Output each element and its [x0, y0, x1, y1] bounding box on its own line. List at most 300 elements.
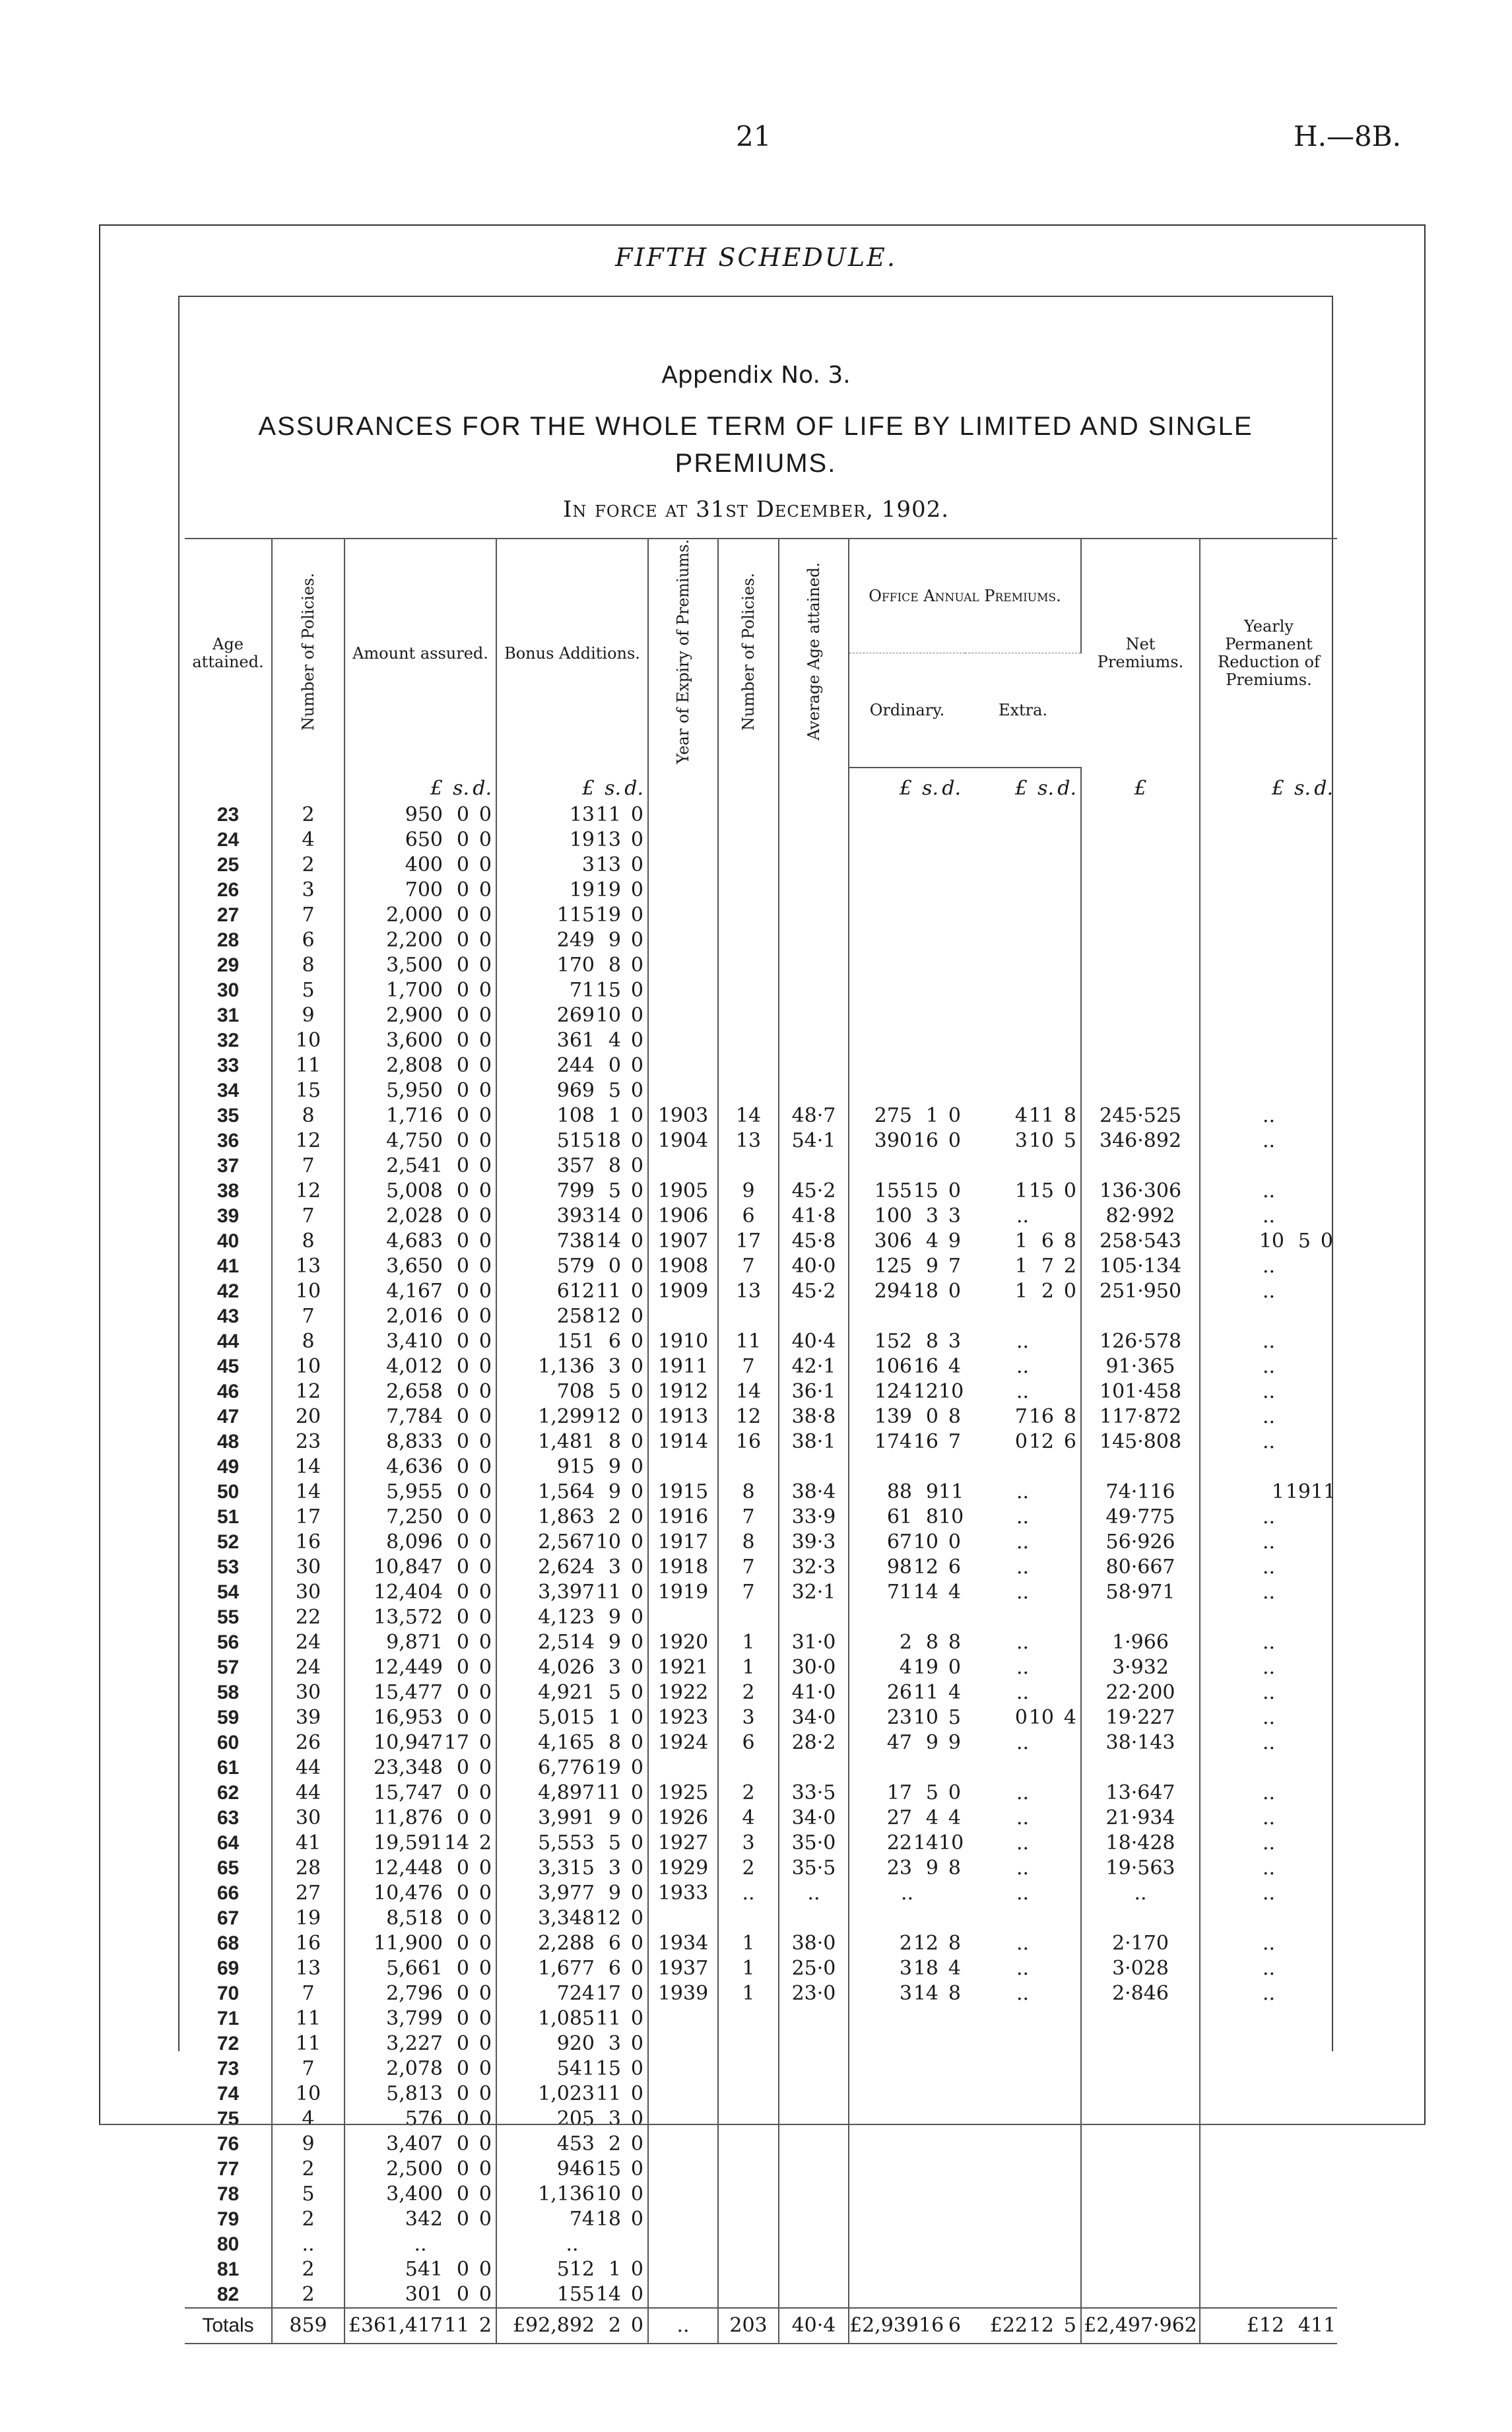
- ordinary-cell: [849, 1806, 965, 1831]
- amount-pence: 0: [478, 2057, 492, 2081]
- expiry-year-cell: [648, 1154, 718, 1179]
- amount-pounds: 400: [405, 853, 443, 877]
- amount-cell: [345, 1354, 496, 1379]
- bonus-pounds: 1,481: [538, 1430, 595, 1454]
- bonus-shillings: 11: [595, 1781, 621, 1805]
- amount-pence: 2: [478, 1831, 492, 1855]
- yearly-cell: [1200, 2056, 1337, 2082]
- amount-pounds: 4,012: [386, 1355, 443, 1379]
- policies-2-cell: [718, 803, 779, 828]
- bonus-cell: [496, 1455, 648, 1480]
- average-age-cell: [779, 2182, 849, 2207]
- unit-pound: £: [581, 777, 595, 801]
- policies-cell: 14: [272, 1455, 345, 1480]
- amount-shillings: 0: [456, 1480, 469, 1504]
- yearly-cell: [1200, 1003, 1337, 1028]
- ordinary-pounds: 275: [874, 1104, 912, 1128]
- yearly-cell: ..: [1262, 1505, 1276, 1529]
- table-row: [185, 1003, 1337, 1028]
- amount-pence: 0: [478, 1957, 492, 1981]
- expiry-year-cell: [648, 2182, 718, 2207]
- ordinary-cell: [849, 1680, 965, 1705]
- policies-2-cell: 1: [718, 1655, 779, 1680]
- bonus-shillings: 6: [608, 1957, 621, 1981]
- bonus-pounds: 1,136: [538, 2183, 595, 2206]
- bonus-pence: 0: [630, 1957, 643, 1981]
- policies-2-cell: 7: [718, 1254, 779, 1279]
- amount-shillings: 17: [444, 1731, 469, 1755]
- amount-pence: 0: [478, 904, 492, 927]
- amount-pounds: 3,799: [386, 2007, 443, 2031]
- amount-pence: 0: [478, 1230, 492, 1253]
- amount-shillings: 0: [456, 1606, 469, 1629]
- age-cell: 48: [185, 1430, 272, 1455]
- extra-cell: ..: [965, 1730, 1081, 1756]
- amount-shillings: 0: [456, 1154, 469, 1178]
- bonus-pounds: 541: [556, 2057, 595, 2081]
- amount-cell: [345, 1605, 496, 1630]
- average-age-cell: 35·5: [779, 1856, 849, 1881]
- bonus-shillings: 5: [608, 1179, 621, 1203]
- policies-2-cell: [718, 1154, 779, 1179]
- bonus-pence: 0: [630, 1656, 643, 1680]
- extra-pounds: 0: [1014, 1706, 1028, 1730]
- amount-pence: 0: [478, 1556, 492, 1579]
- amount-pence: 0: [478, 2258, 492, 2282]
- expiry-year-cell: 1908: [648, 1254, 718, 1279]
- net-cell: 38·143: [1081, 1730, 1200, 1756]
- age-cell: 68: [185, 1931, 272, 1956]
- yearly-cell: [1200, 878, 1337, 903]
- bonus-cell: [496, 2257, 648, 2282]
- policies-cell: 7: [272, 2056, 345, 2082]
- table-row: [185, 1806, 1337, 1831]
- amount-pence: 0: [478, 1455, 492, 1479]
- amount-cell: [345, 1003, 496, 1028]
- yearly-cell: [1200, 1605, 1337, 1630]
- ordinary-pence: 4: [948, 1581, 961, 1604]
- average-age-cell: [779, 953, 849, 978]
- bonus-pounds: 738: [556, 1230, 595, 1253]
- bonus-cell: [496, 953, 648, 978]
- policies-cell: 8: [272, 953, 345, 978]
- average-age-cell: 38·4: [779, 1480, 849, 1505]
- policies-2-cell: 8: [718, 1480, 779, 1505]
- average-age-cell: [779, 2157, 849, 2182]
- totals-ordinary-pounds: £2,939: [849, 2314, 919, 2338]
- policies-cell: 4: [272, 828, 345, 853]
- table-row: [185, 1856, 1337, 1881]
- yearly-cell: [1200, 2082, 1337, 2107]
- bonus-pounds: 4,123: [538, 1606, 595, 1629]
- ordinary-pence: 0: [948, 1129, 961, 1153]
- amount-cell: [345, 1078, 496, 1103]
- col-number-policies-2: [718, 539, 779, 768]
- amount-shillings: 0: [456, 1179, 469, 1203]
- bonus-pence: 0: [630, 1581, 643, 1604]
- age-cell: 67: [185, 1906, 272, 1931]
- expiry-year-cell: 1903: [648, 1103, 718, 1129]
- amount-pence: 0: [478, 1907, 492, 1930]
- policies-2-cell: 13: [718, 1129, 779, 1154]
- extra-pounds: 3: [1014, 1129, 1028, 1153]
- expiry-year-cell: 1923: [648, 1705, 718, 1730]
- bonus-cell: [496, 1806, 648, 1831]
- bonus-cell: [496, 2006, 648, 2031]
- bonus-shillings: 8: [608, 1731, 621, 1755]
- bonus-shillings: 11: [595, 803, 621, 827]
- bonus-cell: [496, 1204, 648, 1229]
- policies-2-cell: 6: [718, 1730, 779, 1756]
- net-cell: 19·563: [1081, 1856, 1200, 1881]
- ordinary-pence: 0: [948, 1530, 961, 1554]
- amount-pounds: 19,591: [374, 1831, 443, 1855]
- amount-pence: 0: [478, 1430, 492, 1454]
- bonus-shillings: 3: [608, 2107, 621, 2131]
- amount-pounds: 9,871: [386, 1631, 443, 1655]
- amount-cell: [345, 1204, 496, 1229]
- amount-pounds: 2,200: [386, 929, 443, 952]
- ordinary-shillings: 8: [925, 1505, 938, 1529]
- policies-2-cell: [718, 1053, 779, 1078]
- policies-cell: 2: [272, 803, 345, 828]
- ordinary-pounds: 152: [874, 1330, 912, 1354]
- amount-shillings: 0: [456, 2183, 469, 2206]
- extra-cell: ..: [965, 1354, 1081, 1379]
- col-year-expiry-label: Year of Expiry of Premiums.: [674, 539, 692, 764]
- ordinary-cell: [849, 1906, 965, 1931]
- amount-cell: [345, 1856, 496, 1881]
- bonus-pounds: 1,863: [538, 1505, 595, 1529]
- bonus-cell: [496, 1505, 648, 1530]
- table-row: [185, 1354, 1337, 1379]
- extra-cell: ..: [965, 1881, 1081, 1906]
- yearly-cell: [1200, 2107, 1337, 2132]
- ordinary-shillings: 9: [925, 1255, 938, 1278]
- average-age-cell: [779, 2207, 849, 2232]
- ordinary-shillings: 16: [913, 1129, 938, 1153]
- ordinary-pounds: 67: [886, 1530, 912, 1554]
- policies-2-cell: [718, 2182, 779, 2207]
- bonus-shillings: 9: [608, 1606, 621, 1629]
- bonus-pence: 0: [630, 1230, 643, 1253]
- amount-cell: [345, 1630, 496, 1655]
- net-cell: 258·543: [1081, 1229, 1200, 1254]
- policies-2-cell: [718, 1756, 779, 1781]
- age-cell: 47: [185, 1404, 272, 1430]
- table-heading: ASSURANCES FOR THE WHOLE TERM OF LIFE BY LIMITED AND SINGLE PREMIUMS.: [258, 412, 1253, 478]
- policies-2-cell: [718, 2157, 779, 2182]
- policies-2-cell: [718, 2082, 779, 2107]
- amount-shillings: 0: [456, 878, 469, 902]
- bonus-shillings: 14: [595, 2283, 621, 2307]
- bonus-pence: 0: [630, 1606, 643, 1629]
- totals-yearly-pounds: £12: [1246, 2314, 1285, 2338]
- unit-pound: £: [1271, 777, 1285, 801]
- amount-shillings: 0: [456, 1455, 469, 1479]
- yearly-cell: ..: [1262, 1731, 1276, 1755]
- average-age-cell: 32·3: [779, 1555, 849, 1580]
- amount-cell: [345, 1304, 496, 1329]
- ordinary-cell: [849, 1404, 965, 1430]
- ordinary-pence: 7: [948, 1255, 961, 1278]
- age-cell: 36: [185, 1129, 272, 1154]
- policies-cell: 12: [272, 1129, 345, 1154]
- age-cell: 77: [185, 2157, 272, 2182]
- amount-cell: [345, 903, 496, 928]
- amount-cell: [345, 2031, 496, 2056]
- policies-2-cell: 2: [718, 1680, 779, 1705]
- table-row: [185, 1480, 1337, 1505]
- table-row: [185, 1129, 1337, 1154]
- policies-2-cell: [718, 2132, 779, 2157]
- table-row: [185, 1530, 1337, 1555]
- amount-pence: 0: [478, 853, 492, 877]
- amount-pence: 0: [478, 1706, 492, 1730]
- amount-shillings: 0: [456, 1706, 469, 1730]
- amount-shillings: 0: [456, 1581, 469, 1604]
- bonus-pounds: 946: [556, 2157, 595, 2181]
- expiry-year-cell: 1919: [648, 1580, 718, 1605]
- policies-cell: 41: [272, 1831, 345, 1856]
- table-row: [185, 903, 1337, 928]
- amount-pounds: 8,833: [386, 1430, 443, 1454]
- policies-cell: 7: [272, 1154, 345, 1179]
- yearly-cell: ..: [1262, 1330, 1276, 1354]
- yearly-pence: 11: [1311, 1480, 1336, 1504]
- age-cell: 65: [185, 1856, 272, 1881]
- average-age-cell: [779, 878, 849, 903]
- table-row: [185, 1430, 1337, 1455]
- amount-pence: 0: [478, 828, 492, 852]
- table-row: [185, 1053, 1337, 1078]
- amount-cell: [345, 1906, 496, 1931]
- net-cell: [1081, 2282, 1200, 2308]
- ordinary-cell: [849, 1229, 965, 1254]
- ordinary-pounds: 17: [886, 1781, 912, 1805]
- amount-cell: [345, 2132, 496, 2157]
- ordinary-cell: [849, 953, 965, 978]
- amount-cell: [345, 2282, 496, 2308]
- ordinary-pounds: 23: [886, 1706, 912, 1730]
- bonus-shillings: 6: [608, 1330, 621, 1354]
- average-age-cell: [779, 1756, 849, 1781]
- ordinary-shillings: 16: [913, 1430, 938, 1454]
- age-cell: 25: [185, 853, 272, 878]
- amount-shillings: 0: [456, 2132, 469, 2156]
- extra-shillings: 12: [1028, 1430, 1055, 1454]
- bonus-pounds: 74: [569, 2208, 595, 2231]
- policies-2-cell: [718, 878, 779, 903]
- table-row: [185, 2006, 1337, 2031]
- expiry-year-cell: [648, 1304, 718, 1329]
- bonus-pounds: 6,776: [538, 1756, 595, 1780]
- age-cell: 29: [185, 953, 272, 978]
- yearly-cell: ..: [1262, 1530, 1276, 1554]
- age-cell: 55: [185, 1605, 272, 1630]
- bonus-shillings: 0: [608, 1054, 621, 1078]
- bonus-pounds: 1,677: [538, 1957, 595, 1981]
- amount-shillings: 0: [456, 2107, 469, 2131]
- age-cell: 42: [185, 1279, 272, 1304]
- yearly-cell: ..: [1262, 1681, 1276, 1705]
- col-bonus: Bonus Additions.: [496, 539, 648, 768]
- bonus-pence: 0: [630, 878, 643, 902]
- ordinary-shillings: 18: [913, 1957, 938, 1981]
- ordinary-cell: [849, 1580, 965, 1605]
- amount-pounds: 950: [405, 803, 443, 827]
- net-cell: 2·846: [1081, 1981, 1200, 2006]
- bonus-pence: 0: [630, 2032, 643, 2056]
- bonus-shillings: 3: [608, 2032, 621, 2056]
- average-age-cell: [779, 2232, 849, 2257]
- policies-cell: 22: [272, 1605, 345, 1630]
- policies-cell: 13: [272, 1956, 345, 1981]
- bonus-cell: [496, 1756, 648, 1781]
- amount-shillings: 0: [456, 1882, 469, 1905]
- bonus-pence: 0: [630, 1430, 643, 1454]
- amount-pounds: 3,400: [386, 2183, 443, 2206]
- ordinary-pounds: 3: [899, 1982, 912, 2006]
- amount-pounds: 700: [405, 878, 443, 902]
- ordinary-cell: [849, 1279, 965, 1304]
- extra-pounds: 1: [1014, 1230, 1028, 1253]
- col-age: Age attained.: [185, 539, 272, 768]
- table-row: [185, 1304, 1337, 1329]
- amount-shillings: 0: [456, 1530, 469, 1554]
- net-cell: 136·306: [1081, 1179, 1200, 1204]
- ordinary-pounds: 71: [886, 1581, 912, 1604]
- average-age-cell: 45·8: [779, 1229, 849, 1254]
- yearly-shillings: 19: [1285, 1480, 1311, 1504]
- amount-shillings: 0: [456, 2208, 469, 2231]
- bonus-shillings: 3: [608, 1355, 621, 1379]
- bonus-pounds: 4,165: [538, 1731, 595, 1755]
- average-age-cell: [779, 1605, 849, 1630]
- extra-shillings: 15: [1028, 1179, 1055, 1203]
- table-row: [185, 1379, 1337, 1404]
- ordinary-pounds: 125: [874, 1255, 912, 1278]
- amount-pounds: 3,410: [386, 1330, 443, 1354]
- policies-2-cell: 17: [718, 1229, 779, 1254]
- bonus-cell: [496, 1881, 648, 1906]
- table-row: [185, 2031, 1337, 2056]
- net-cell: 346·892: [1081, 1129, 1200, 1154]
- bonus-shillings: 9: [608, 1455, 621, 1479]
- average-age-cell: [779, 2056, 849, 2082]
- extra-cell: [965, 803, 1081, 828]
- amount-cell: [345, 2056, 496, 2082]
- amount-pence: 0: [478, 1681, 492, 1705]
- extra-cell: [965, 1003, 1081, 1028]
- bonus-pence: 0: [630, 1831, 643, 1855]
- extra-cell: [965, 2182, 1081, 2207]
- totals-amount-shillings: 11: [444, 2314, 469, 2338]
- yearly-cell: ..: [1262, 1857, 1276, 1880]
- bonus-shillings: 8: [608, 1154, 621, 1178]
- expiry-year-cell: 1921: [648, 1655, 718, 1680]
- net-cell: [1081, 1906, 1200, 1931]
- amount-pounds: 8,096: [386, 1530, 443, 1554]
- ordinary-pence: 0: [948, 1280, 961, 1303]
- age-cell: 51: [185, 1505, 272, 1530]
- amount-pounds: 4,636: [386, 1455, 443, 1479]
- extra-pence: 2: [1063, 1255, 1077, 1278]
- expiry-year-cell: [648, 1906, 718, 1931]
- extra-cell: [965, 1605, 1081, 1630]
- bonus-pence: 0: [630, 2283, 643, 2307]
- policies-2-cell: [718, 2232, 779, 2257]
- policies-2-cell: 7: [718, 1354, 779, 1379]
- average-age-cell: 34·0: [779, 1705, 849, 1730]
- amount-pence: 0: [478, 1581, 492, 1604]
- expiry-year-cell: [648, 1053, 718, 1078]
- amount-shillings: 0: [456, 1280, 469, 1303]
- policies-2-cell: 7: [718, 1555, 779, 1580]
- age-cell: 74: [185, 2082, 272, 2107]
- age-cell: 43: [185, 1304, 272, 1329]
- policies-cell: 8: [272, 1103, 345, 1129]
- ordinary-pounds: 390: [874, 1129, 912, 1153]
- bonus-shillings: 11: [595, 1280, 621, 1303]
- policies-2-cell: [718, 953, 779, 978]
- ordinary-cell: [849, 1630, 965, 1655]
- bonus-pounds: 361: [556, 1029, 595, 1053]
- amount-pence: 0: [478, 1882, 492, 1905]
- expiry-year-cell: 1906: [648, 1204, 718, 1229]
- table-row: [185, 1179, 1337, 1204]
- expiry-year-cell: [648, 1078, 718, 1103]
- col-office-annual: Office Annual Premiums.: [849, 539, 1081, 653]
- net-cell: [1081, 928, 1200, 953]
- extra-cell: ..: [965, 1806, 1081, 1831]
- bonus-shillings: 12: [595, 1907, 621, 1930]
- amount-pence: 0: [478, 929, 492, 952]
- bonus-pounds: 3,977: [538, 1882, 595, 1905]
- amount-pounds: 2,808: [386, 1054, 443, 1078]
- expiry-year-cell: [648, 2031, 718, 2056]
- amount-cell: [345, 1179, 496, 1204]
- policies-cell: 24: [272, 1630, 345, 1655]
- extra-cell: ..: [965, 1680, 1081, 1705]
- average-age-cell: 41·8: [779, 1204, 849, 1229]
- net-cell: 3·932: [1081, 1655, 1200, 1680]
- net-cell: [1081, 2157, 1200, 2182]
- amount-shillings: 0: [456, 2032, 469, 2056]
- age-cell: 78: [185, 2182, 272, 2207]
- table-row: [185, 1705, 1337, 1730]
- policies-cell: 30: [272, 1580, 345, 1605]
- table-row: [185, 928, 1337, 953]
- bonus-pence: 0: [630, 1330, 643, 1354]
- amount-pence: 0: [478, 1530, 492, 1554]
- ordinary-cell: [849, 878, 965, 903]
- amount-cell: [345, 1254, 496, 1279]
- net-cell: [1081, 1756, 1200, 1781]
- extra-cell: ..: [965, 1329, 1081, 1354]
- amount-pounds: 650: [405, 828, 443, 852]
- bonus-pence: 0: [630, 2157, 643, 2181]
- extra-cell: ..: [965, 1530, 1081, 1555]
- bonus-cell: [496, 1906, 648, 1931]
- bonus-shillings: 9: [608, 1882, 621, 1905]
- bonus-pounds: 4,897: [538, 1781, 595, 1805]
- bonus-pounds: 155: [556, 2283, 595, 2307]
- totals-amount-pence: 2: [478, 2314, 492, 2338]
- bonus-pounds: 3,348: [538, 1907, 595, 1930]
- table-row: [185, 1680, 1337, 1705]
- age-cell: 49: [185, 1455, 272, 1480]
